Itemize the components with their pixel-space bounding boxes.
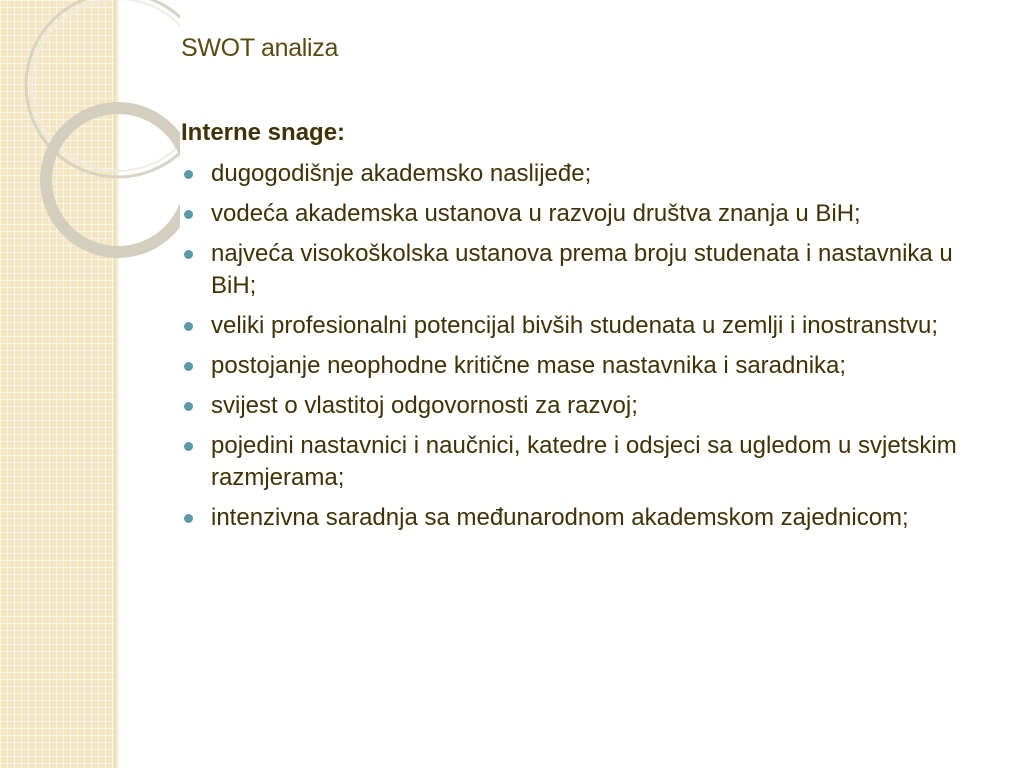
decorative-rings (0, 0, 180, 300)
bullet-dot-icon (184, 442, 193, 451)
bullet-dot-icon (184, 514, 193, 523)
bullet-dot-icon (184, 170, 193, 179)
page-title: SWOT analiza (181, 34, 339, 62)
list-item-text: dugogodišnje akademsko naslijeđe; (211, 160, 592, 187)
bullet-dot-icon (184, 210, 193, 219)
bullet-dot-icon (184, 250, 193, 259)
list-item-text: intenzivna saradnja sa međunarodnom akademskom zajednicom; (211, 504, 909, 531)
bullet-list (181, 158, 991, 542)
bullet-dot-icon (184, 322, 193, 331)
list-item (181, 430, 991, 494)
bullet-dot-icon (184, 402, 193, 411)
decorative-ring-small (46, 108, 180, 252)
bullet-dot-icon (184, 362, 193, 371)
list-item (181, 350, 991, 382)
list-item-text: veliki profesionalni potencijal bivših studenata u zemlji i inostranstvu; (211, 312, 939, 339)
list-item-text: svijest o vlastitoj odgovornosti za razvoj; (211, 392, 638, 419)
list-item-text: pojedini nastavnici i naučnici, katedre i odsjeci sa ugledom u svjetskim razmjerama; (211, 432, 957, 491)
list-item (181, 390, 991, 422)
list-item (181, 158, 991, 190)
list-item-text: postojanje neophodne kritične mase nastavnika i saradnika; (211, 352, 847, 379)
list-item-text: najveća visokoškolska ustanova prema broju studenata i nastavnika u BiH; (211, 240, 953, 299)
list-item (181, 238, 991, 302)
list-item (181, 198, 991, 230)
section-heading: Interne snage: (181, 119, 346, 146)
list-item (181, 502, 991, 534)
list-item (181, 310, 991, 342)
list-item-text: vodeća akademska ustanova u razvoju društva znanja u BiH; (211, 200, 861, 227)
